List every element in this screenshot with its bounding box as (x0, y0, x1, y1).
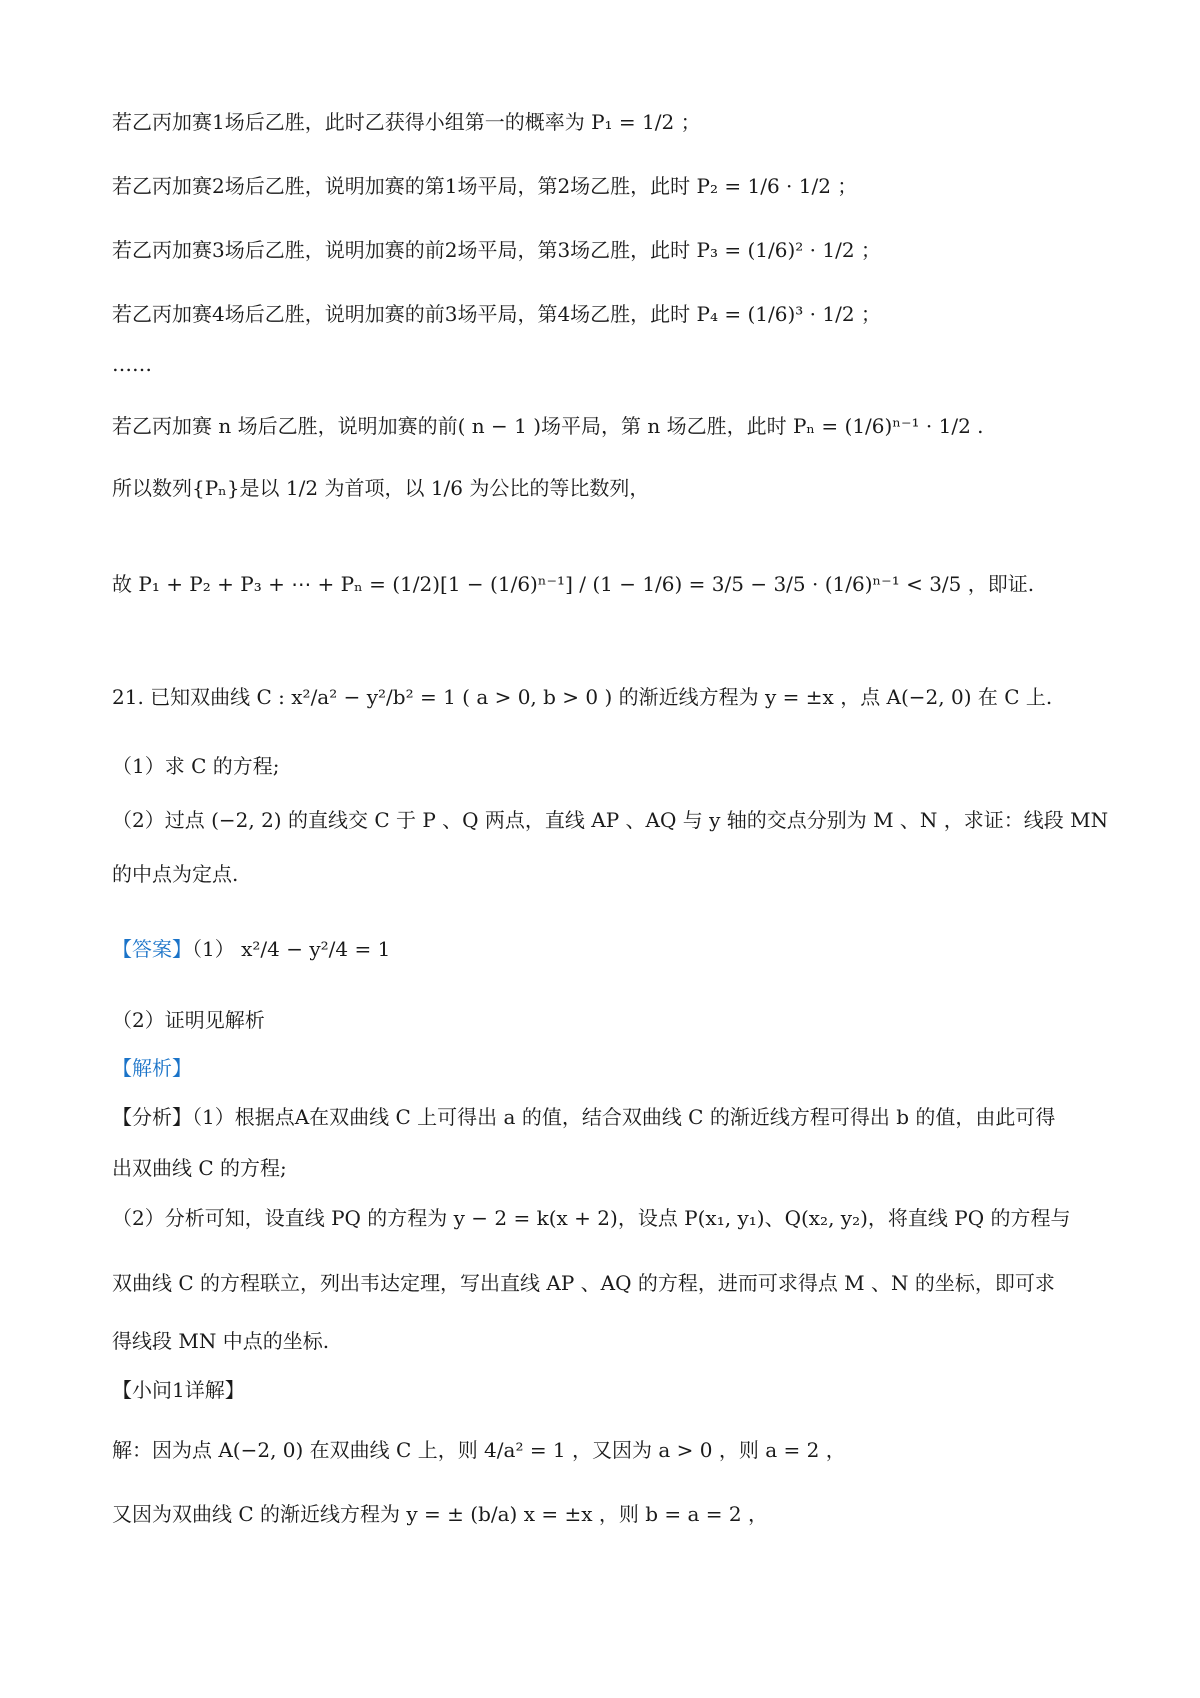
text-line: 若乙丙加赛4场后乙胜，说明加赛的前3场平局，第4场乙胜，此时 P₄ = (1/6)³ · 1/2 ； (112, 302, 881, 326)
analysis-tag: 【解析】 (112, 1056, 192, 1080)
answer-text: （1） x²/4 − y²/4 = 1 (192, 937, 391, 961)
text-line: 若乙丙加赛3场后乙胜，说明加赛的前2场平局，第3场乙胜，此时 P₃ = (1/6)² · 1/2 ； (112, 238, 881, 262)
text-line: 若乙丙加赛1场后乙胜，此时乙获得小组第一的概率为 P₁ = 1/2 ； (112, 110, 701, 134)
text-line: （2）分析可知，设直线 PQ 的方程为 y − 2 = k(x + 2)，设点 P(x₁, y₁)、Q(x₂, y₂)，将直线 PQ 的方程与 (112, 1206, 1071, 1230)
text-line: 【分析】（1）根据点A在双曲线 C 上可得出 a 的值，结合双曲线 C 的渐近线方程可得出 b 的值，由此可得 (112, 1105, 1056, 1129)
section-heading: 【小问1详解】 (112, 1378, 245, 1402)
text-line: 的中点为定点. (112, 862, 239, 886)
subquestion-2: （2）过点 (−2, 2) 的直线交 C 于 P 、Q 两点，直线 AP 、AQ 与 y 轴的交点分别为 M 、N ，求证：线段 MN (112, 808, 1109, 832)
text-line: 故 P₁ + P₂ + P₃ + ⋯ + Pₙ = (1/2)[1 − (1/6)ⁿ⁻¹] / (1 − 1/6) = 3/5 − 3/5 · (1/6)ⁿ⁻¹ < 3/5 ，即证. (112, 572, 1035, 596)
answer-line (112, 935, 390, 963)
text-line: （2）证明见解析 (112, 1008, 265, 1032)
text-line: 又因为双曲线 C 的渐近线方程为 y = ± (b/a) x = ±x ，则 b = a = 2 ， (112, 1502, 768, 1526)
text-line: 双曲线 C 的方程联立，列出韦达定理，写出直线 AP 、AQ 的方程，进而可求得点 M 、N 的坐标，即可求 (112, 1271, 1055, 1295)
text-line: 所以数列{Pₙ}是以 1/2 为首项，以 1/6 为公比的等比数列， (112, 476, 650, 500)
subquestion-1: （1）求 C 的方程; (112, 754, 280, 778)
answer-tag: 【答案】 (112, 937, 192, 961)
problem-21-statement: 21. 已知双曲线 C : x²/a² − y²/b² = 1 ( a > 0, b > 0 ) 的渐近线方程为 y = ±x ，点 A(−2, 0) 在 C 上. (112, 685, 1053, 709)
text-line: 解：因为点 A(−2, 0) 在双曲线 C 上，则 4/a² = 1 ，又因为 a > 0 ，则 a = 2 ， (112, 1438, 846, 1462)
text-line: 若乙丙加赛 n 场后乙胜，说明加赛的前( n − 1 )场平局，第 n 场乙胜，此时 Pₙ = (1/6)ⁿ⁻¹ · 1/2 . (112, 414, 984, 438)
text-line: 若乙丙加赛2场后乙胜，说明加赛的第1场平局，第2场乙胜，此时 P₂ = 1/6 · 1/2 ； (112, 174, 858, 198)
ellipsis-line: …… (112, 352, 152, 376)
text-line: 出双曲线 C 的方程; (112, 1156, 287, 1180)
text-line: 得线段 MN 中点的坐标. (112, 1329, 330, 1353)
